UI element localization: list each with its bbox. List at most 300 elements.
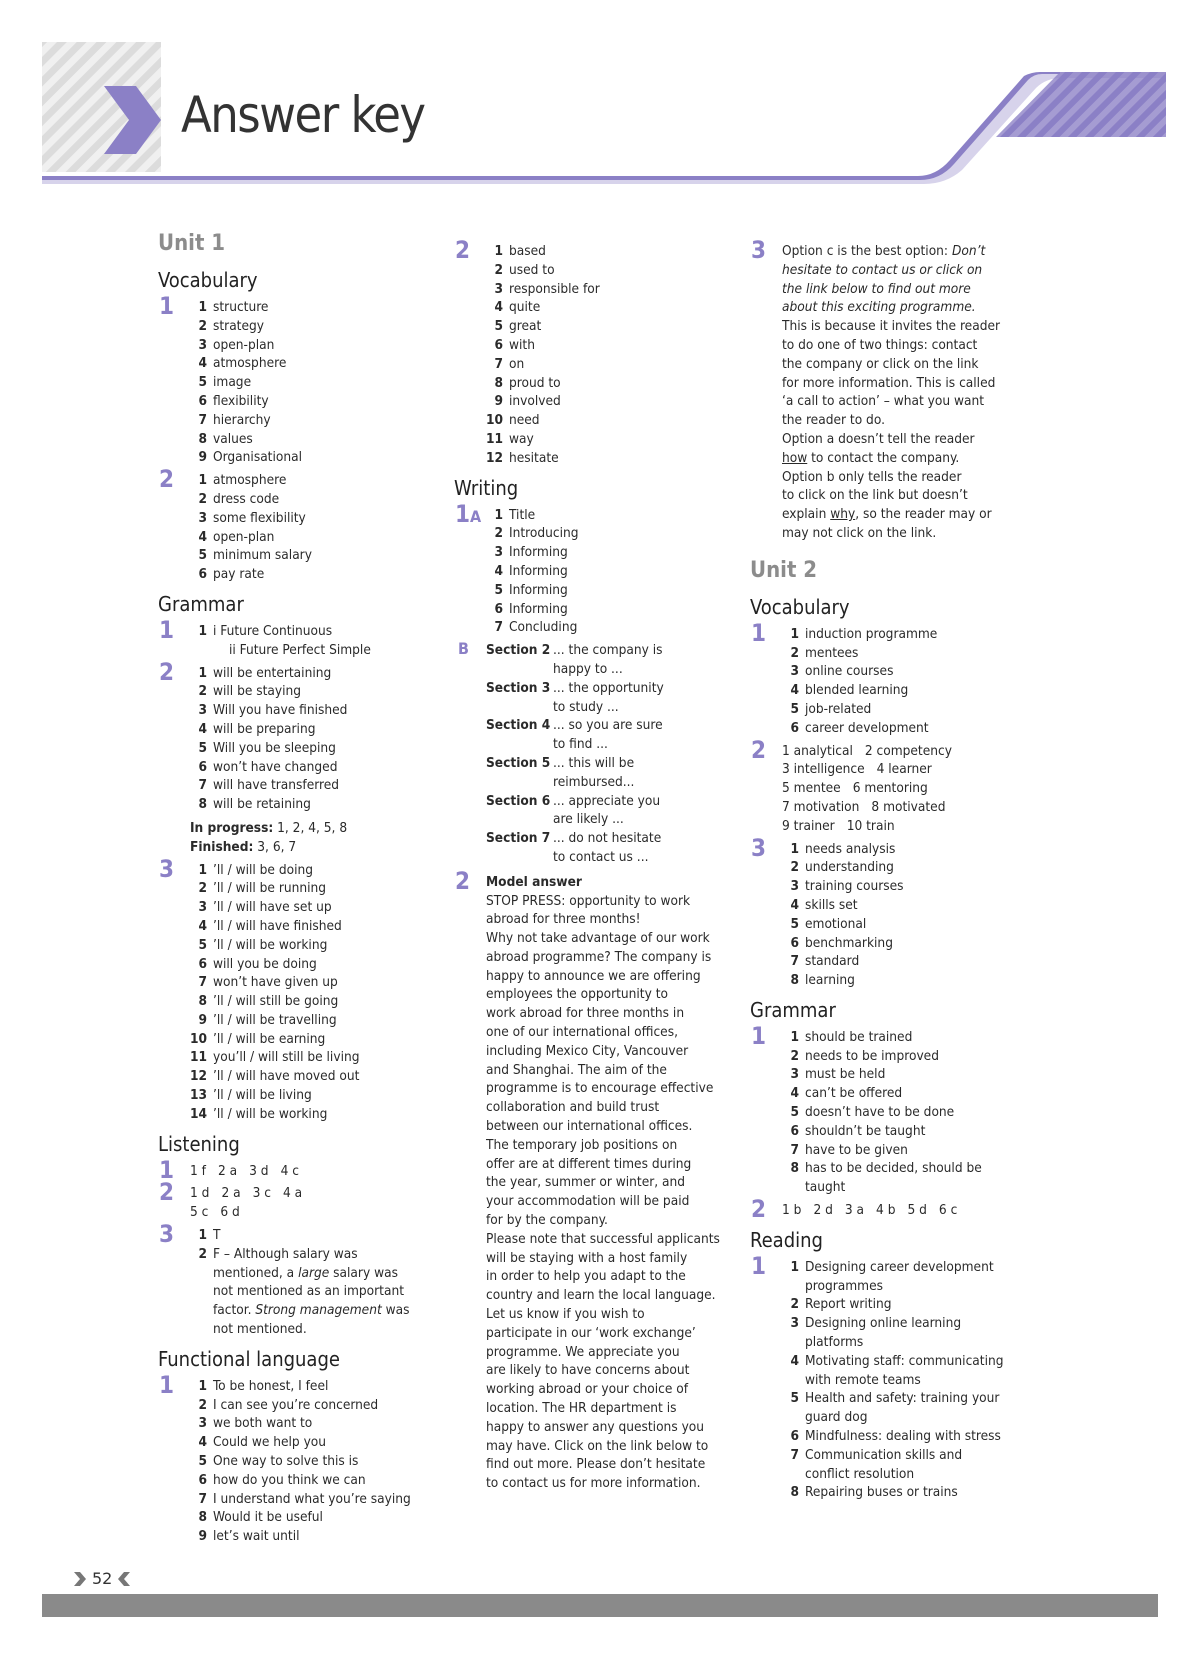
item-number: 1 <box>198 1377 207 1394</box>
exercise-number: 2 <box>751 735 767 764</box>
item-text: conflict resolution <box>805 1465 915 1482</box>
exercise-3 <box>750 236 1020 543</box>
answer-list <box>190 298 428 467</box>
item-text: ’ll / will be working <box>213 1105 328 1122</box>
exercise-number: B <box>458 639 469 659</box>
item-number: 4 <box>790 1352 799 1369</box>
item-text: 3 intelligence <box>782 761 865 778</box>
item-text: strategy <box>213 317 265 334</box>
answer-list <box>486 506 724 638</box>
item-number: 8 <box>790 972 799 989</box>
text-line: to click on the link but doesn’t <box>782 487 968 504</box>
answer-item <box>782 1352 1020 1371</box>
answer-item <box>486 336 724 355</box>
item-number: 5 <box>494 581 503 598</box>
item-text: with <box>509 336 535 353</box>
answer-item <box>190 861 428 880</box>
item-number: 4 <box>494 299 503 316</box>
answer-item <box>782 952 1020 971</box>
model-answer-label: Model answer <box>486 873 582 890</box>
answer-item <box>782 1295 1020 1314</box>
exercise-number: 1A <box>455 499 482 528</box>
item-text: guard dog <box>805 1409 868 1426</box>
item-number: 5 <box>198 936 207 953</box>
item-number: 6 <box>790 719 799 736</box>
section-heading-listening: Listening <box>158 1131 240 1156</box>
item-text: Motivating staff: communicating <box>805 1352 1004 1369</box>
answer-row <box>782 760 1020 779</box>
item-number: 2 <box>198 490 207 507</box>
item-text: benchmarking <box>805 934 893 951</box>
answer-item <box>190 1527 428 1546</box>
answer-item: taught <box>805 1179 846 1196</box>
answer-item: 1 i Future Continuous <box>198 622 333 639</box>
text-line: about this exciting programme. <box>782 299 976 316</box>
item-number: 11 <box>486 430 504 447</box>
section-heading-vocabulary: Vocabulary <box>158 268 258 292</box>
item-number: 3 <box>790 663 799 680</box>
answer-item <box>782 1389 1020 1408</box>
item-number: 8 <box>198 1509 207 1526</box>
item-number: 5 <box>494 318 503 335</box>
answer-item <box>190 1011 428 1030</box>
item-text: ’ll / will be earning <box>213 1030 326 1047</box>
text-line: including Mexico City, Vancouver <box>486 1042 689 1059</box>
section-answer <box>486 754 724 792</box>
item-number: 3 <box>790 1315 799 1332</box>
item-text: ’ll / will be living <box>213 1087 312 1104</box>
item-text: will be entertaining <box>213 664 332 681</box>
exercise-number: 1 <box>159 615 175 644</box>
answer-item <box>190 795 428 814</box>
item-number: 4 <box>790 1085 799 1102</box>
text-line: how to contact the company. <box>782 449 960 466</box>
item-number: 3 <box>790 878 799 895</box>
item-text: some flexibility <box>213 509 306 526</box>
item-text: career development <box>805 719 929 736</box>
item-text: 7 motivation <box>782 798 860 815</box>
model-answer-text <box>486 892 724 1494</box>
answer-row: 1 f 2 a 3 d 4 c <box>190 1162 299 1179</box>
answer-item <box>190 720 428 739</box>
page-title: Answer key <box>181 86 425 144</box>
exercise-number: 3 <box>159 1220 175 1249</box>
item-number: 9 <box>198 1528 207 1545</box>
header-graphic <box>0 0 1200 200</box>
item-text: needs to be improved <box>805 1047 939 1064</box>
item-text: will you be doing <box>213 955 317 972</box>
exercise-number: 2 <box>751 1195 767 1224</box>
item-text: flexibility <box>213 392 269 409</box>
answer-item <box>190 1414 428 1433</box>
item-number: 6 <box>198 392 207 409</box>
section-heading-vocabulary: Vocabulary <box>750 594 850 619</box>
text-line: hesitate to contact us or click on <box>782 261 983 278</box>
item-number: 2 <box>790 1296 799 1313</box>
exercise-1b <box>454 641 724 867</box>
text-line: one of our international offices, <box>486 1024 678 1041</box>
text-line: participate in our ‘work exchange’ <box>486 1324 696 1341</box>
text-line: to do one of two things: contact <box>782 336 978 353</box>
answer-item <box>190 430 428 449</box>
answer-item <box>782 1159 1020 1178</box>
text-line: abroad for three months! <box>486 911 641 928</box>
item-number: 5 <box>790 1104 799 1121</box>
item-number: 5 <box>790 915 799 932</box>
item-text: 4 b <box>876 1202 896 1219</box>
answer-item <box>190 392 428 411</box>
item-number: 7 <box>790 1446 799 1463</box>
text-line: programme. We appreciate you <box>486 1343 680 1360</box>
answer-item <box>190 336 428 355</box>
item-text: Title <box>509 506 536 523</box>
section-label: Section 6 <box>486 792 551 809</box>
text-line: for by the company. <box>486 1212 608 1229</box>
item-text: Report writing <box>805 1296 892 1313</box>
item-number: 1 <box>198 861 207 878</box>
exercise-2 <box>454 866 724 1493</box>
item-text: Informing <box>509 600 568 617</box>
answer-item <box>782 1084 1020 1103</box>
item-text: pay rate <box>213 566 265 583</box>
item-number: 1 <box>198 299 207 315</box>
item-text: 10 train <box>846 817 895 834</box>
item-text: structure <box>213 299 269 315</box>
section-heading-grammar: Grammar <box>158 591 244 616</box>
item-text: used to <box>509 261 555 278</box>
item-text: emotional <box>805 915 867 932</box>
item-text: ’ll / will be travelling <box>213 1011 337 1028</box>
item-text: on <box>509 355 525 372</box>
item-text: Designing career development <box>805 1258 994 1275</box>
item-text: needs analysis <box>805 840 896 857</box>
section-heading-reading: Reading <box>750 1227 823 1252</box>
answer-item: mentioned, a large salary was <box>213 1264 398 1281</box>
exercise-3 <box>750 833 1020 990</box>
text-line: This is because it invites the reader <box>782 318 1001 335</box>
item-number: 7 <box>494 619 503 636</box>
answer-row: 1 d 2 a 3 c 4 a <box>190 1185 303 1202</box>
item-text: Informing <box>509 562 568 579</box>
item-text: ’ll / will have set up <box>213 899 332 916</box>
exercise-number: 1 <box>159 1155 175 1184</box>
item-number: 4 <box>790 896 799 913</box>
exercise-2 <box>750 1195 1020 1224</box>
item-number: 8 <box>198 993 207 1010</box>
section-value: ... so you are sure to find ... <box>553 717 663 753</box>
exercise-number: 2 <box>159 465 175 494</box>
answer-item <box>782 1047 1020 1066</box>
answer-item <box>782 1465 1020 1484</box>
answer-item: not mentioned as an important <box>213 1283 404 1300</box>
item-number: 8 <box>198 796 207 813</box>
column-3 <box>750 228 1020 1502</box>
answer-item <box>782 1277 1020 1296</box>
item-number: 3 <box>494 544 503 561</box>
exercise-number: 2 <box>159 1178 175 1207</box>
text-line: happy to announce we are offering <box>486 967 701 984</box>
item-text: should be trained <box>805 1028 913 1045</box>
text-line: country and learn the local language. <box>486 1287 716 1304</box>
chevron-right-icon <box>72 1570 88 1588</box>
item-text: with remote teams <box>805 1371 921 1388</box>
exercise-1a <box>454 499 724 638</box>
item-text: 1 b <box>782 1202 802 1219</box>
answer-item <box>782 1333 1020 1352</box>
section-heading-writing: Writing <box>454 475 519 500</box>
item-text: Could we help you <box>213 1434 327 1451</box>
item-number: 3 <box>198 336 207 353</box>
item-text: atmosphere <box>213 472 287 489</box>
answer-item <box>486 524 724 543</box>
item-number: 6 <box>790 1122 799 1139</box>
item-text: 2 d <box>813 1202 833 1219</box>
item-text: won’t have given up <box>213 974 338 991</box>
text-block <box>782 317 1020 449</box>
item-text: involved <box>509 393 561 410</box>
exercise-number: 3 <box>159 854 175 883</box>
item-text: Repairing buses or trains <box>805 1484 958 1501</box>
item-text: will be retaining <box>213 796 311 813</box>
section-label: Section 7 <box>486 830 551 847</box>
item-number: 4 <box>198 528 207 545</box>
answer-list <box>782 742 1020 836</box>
section-value: ... the opportunity to study ... <box>553 679 664 715</box>
answer-item <box>782 1408 1020 1427</box>
item-number: 5 <box>790 1390 799 1407</box>
text-line: the reader to do. <box>782 412 885 429</box>
item-text: 4 learner <box>876 761 932 778</box>
answer-item <box>190 898 428 917</box>
answer-item <box>486 600 724 619</box>
item-text: 9 trainer <box>782 817 835 834</box>
text-line: may not click on the link. <box>782 524 937 541</box>
item-text: ’ll / will still be going <box>213 993 339 1010</box>
item-text: image <box>213 374 252 391</box>
item-text: open-plan <box>213 336 275 353</box>
answer-item <box>782 915 1020 934</box>
answer-item <box>782 1141 1020 1160</box>
section-value: ... this will be reimbursed... <box>553 754 635 790</box>
item-text: Introducing <box>509 525 579 542</box>
text-line: will be staying with a host family <box>486 1249 688 1266</box>
item-text: will be preparing <box>213 720 316 737</box>
item-text: will be staying <box>213 683 302 700</box>
item-text: will have transferred <box>213 777 340 794</box>
answer-item <box>782 840 1020 859</box>
item-text: 5 mentee <box>782 780 841 797</box>
item-number: 2 <box>494 525 503 542</box>
text-line: Option a doesn’t tell the reader <box>782 430 975 447</box>
item-number: 1 <box>198 664 207 681</box>
item-number: 2 <box>198 683 207 700</box>
text-line: may have. Click on the link below to <box>486 1437 709 1454</box>
answer-item <box>190 917 428 936</box>
exercise-2 <box>750 735 1020 836</box>
exercise-number: 2 <box>455 866 471 895</box>
exercise-2 <box>158 1178 428 1222</box>
item-text: 6 c <box>938 1202 958 1219</box>
item-text: how do you think we can <box>213 1471 366 1488</box>
item-text: Communication skills and <box>805 1446 963 1463</box>
text-line: Option b only tells the reader <box>782 468 962 485</box>
item-text: have to be given <box>805 1141 908 1158</box>
answer-item <box>782 1371 1020 1390</box>
item-text: Will you have finished <box>213 702 348 719</box>
answer-item <box>486 298 724 317</box>
text-line: STOP PRESS: opportunity to work <box>486 892 691 909</box>
item-number: 5 <box>790 700 799 717</box>
item-text: understanding <box>805 859 894 876</box>
answer-item <box>190 528 428 547</box>
item-number: 6 <box>198 1471 207 1488</box>
answer-item <box>782 858 1020 877</box>
exercise-1 <box>158 292 428 467</box>
text-line: between our international offices. <box>486 1118 693 1135</box>
item-text: learning <box>805 972 855 989</box>
text-line: abroad programme? The company is <box>486 948 712 965</box>
text-line: Option c is the best option: Don’t <box>782 243 986 259</box>
item-text: To be honest, I feel <box>213 1377 329 1394</box>
item-number: 4 <box>790 682 799 699</box>
item-text: responsible for <box>509 280 600 297</box>
answer-item <box>190 565 428 584</box>
exercise-1 <box>158 1155 428 1184</box>
exercise-number: 1 <box>159 292 175 320</box>
section-answer <box>486 829 724 867</box>
item-text: doesn’t have to be done <box>805 1104 955 1121</box>
answer-item <box>190 664 428 683</box>
item-text: programmes <box>805 1277 883 1294</box>
item-text: standard <box>805 953 860 970</box>
item-number: 2 <box>198 880 207 897</box>
exercise-3 <box>158 854 428 1124</box>
answer-item <box>190 1471 428 1490</box>
answer-item <box>190 701 428 720</box>
item-text: we both want to <box>213 1415 313 1432</box>
answer-item <box>486 543 724 562</box>
item-number: 2 <box>494 261 503 278</box>
item-text: 8 motivated <box>871 798 946 815</box>
item-number: 9 <box>494 393 503 410</box>
answer-list <box>486 641 724 867</box>
item-number: 3 <box>198 702 207 719</box>
item-number: 6 <box>790 934 799 951</box>
section-answer <box>486 679 724 717</box>
item-number: 9 <box>198 1011 207 1028</box>
answer-item <box>782 1103 1020 1122</box>
item-text: won’t have changed <box>213 758 338 775</box>
answer-item <box>782 625 1020 644</box>
exercise-1 <box>750 1021 1020 1197</box>
section-heading-functional-language: Functional language <box>158 1346 340 1371</box>
item-number: 4 <box>198 1434 207 1451</box>
text-block <box>782 261 1020 317</box>
item-text: 5 d <box>907 1202 927 1219</box>
answer-item <box>782 934 1020 953</box>
text-line: happy to answer any questions you <box>486 1418 705 1435</box>
answer-item <box>486 581 724 600</box>
item-number: 1 <box>790 840 799 857</box>
answer-item <box>190 354 428 373</box>
text-line: your accommodation will be paid <box>486 1193 690 1210</box>
item-number: 1 <box>494 243 503 259</box>
item-text: blended learning <box>805 682 909 699</box>
item-text: Designing online learning <box>805 1315 962 1332</box>
item-text: let’s wait until <box>213 1528 300 1545</box>
answer-row <box>782 817 1020 836</box>
text-line: Let us know if you wish to <box>486 1306 645 1323</box>
text-line: location. The HR department is <box>486 1400 677 1417</box>
answer-item <box>190 955 428 974</box>
text-line: explain why, so the reader may or <box>782 506 992 523</box>
text-line: in order to help you adapt to the <box>486 1268 686 1285</box>
item-number: 2 <box>790 644 799 661</box>
answer-list <box>486 242 724 468</box>
text-line: for more information. This is called <box>782 374 996 391</box>
answer-item <box>486 355 724 374</box>
item-number: 7 <box>198 777 207 794</box>
item-number: 6 <box>790 1428 799 1445</box>
item-text: platforms <box>805 1334 864 1351</box>
item-text: I can see you’re concerned <box>213 1396 379 1413</box>
text-line: programme is to encourage effective <box>486 1080 714 1097</box>
item-number: 4 <box>494 562 503 579</box>
item-number: 6 <box>198 566 207 583</box>
answer-item <box>486 562 724 581</box>
answer-item <box>782 1314 1020 1333</box>
item-text: 1 analytical <box>782 742 853 759</box>
unit-heading: Unit 1 <box>158 231 226 256</box>
item-text: ’ll / will be running <box>213 880 327 897</box>
item-text: ’ll / will have finished <box>213 917 342 934</box>
item-number: 6 <box>198 758 207 775</box>
answer-item <box>190 373 428 392</box>
item-number: 10 <box>486 412 504 429</box>
item-number: 2 <box>790 859 799 876</box>
item-number: 1 <box>790 625 799 642</box>
answer-item <box>190 1433 428 1452</box>
answer-item: 1 T <box>198 1227 221 1244</box>
item-number: 1 <box>198 472 207 489</box>
answer-list <box>190 664 428 814</box>
item-text: online courses <box>805 663 894 680</box>
finished-note: Finished: 3, 6, 7 <box>190 838 297 855</box>
text-line: collaboration and build trust <box>486 1099 660 1116</box>
answer-item: ii Future Perfect Simple <box>229 641 371 658</box>
item-text: 6 mentoring <box>852 780 928 797</box>
answer-row <box>782 779 1020 798</box>
item-text: Informing <box>509 581 568 598</box>
item-text: minimum salary <box>213 547 312 564</box>
text-line: working abroad or your choice of <box>486 1381 689 1398</box>
item-number: 13 <box>190 1087 208 1104</box>
answer-item <box>190 1396 428 1415</box>
answer-row <box>782 742 1020 761</box>
answer-item <box>782 681 1020 700</box>
section-answer <box>486 716 724 754</box>
chevron-left-icon <box>116 1570 132 1588</box>
answer-list <box>782 840 1020 990</box>
answer-item <box>486 411 724 430</box>
text-line: Why not take advantage of our work <box>486 930 710 947</box>
answer-list <box>782 625 1020 738</box>
item-text: Health and safety: training your <box>805 1390 1000 1407</box>
item-text: ’ll / will have moved out <box>213 1068 360 1085</box>
answer-item <box>190 1048 428 1067</box>
answer-item <box>782 1028 1020 1047</box>
answer-item <box>190 490 428 509</box>
